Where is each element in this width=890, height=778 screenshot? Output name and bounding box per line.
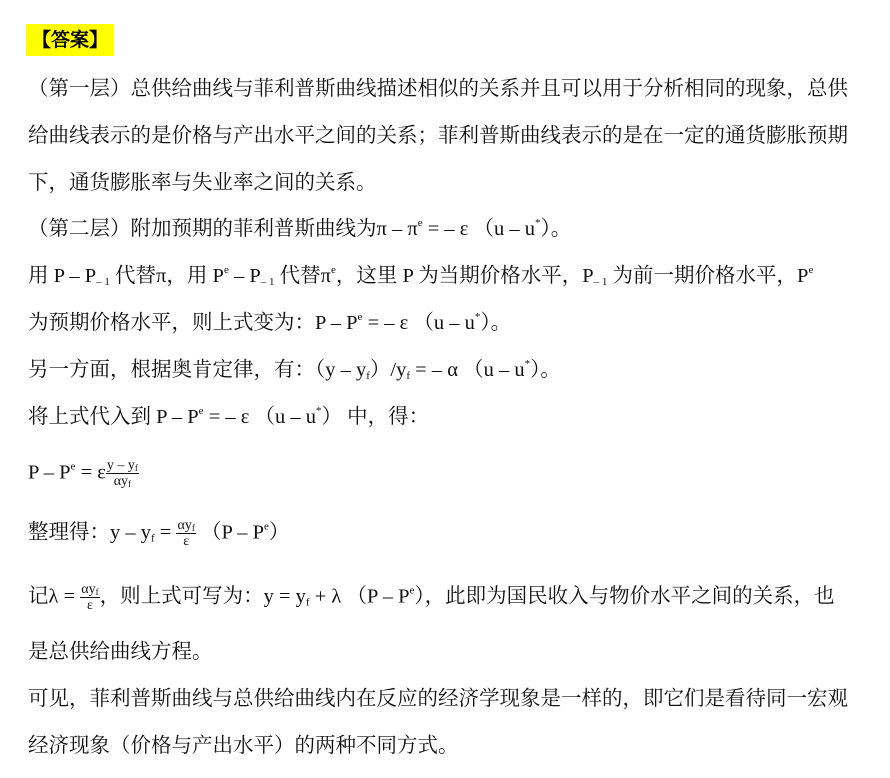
paragraph-line-1: （第一层）总供给曲线与菲利普斯曲线描述相似的关系并且可以用于分析相同的现象，总供 (28, 76, 848, 100)
fraction-3: $\frac{\alpha y_f}{\varepsilon}$ (81, 582, 99, 613)
substitution-line: 用 P – $P_{- 1}$ 代替π，用 $P^e - P_{- 1}$ 代替$\pi^e$，这里 P 为当期价格水平，$P_{- 1}$ 为前一期价格水平，$P^e$ (28, 264, 814, 288)
equation-2: 整理得：y – $y_f$ = $\frac{\alpha y_f}{\varepsilon}$ $(P - P^e)$ (28, 518, 290, 549)
paragraph-line-2: 给曲线表示的是价格与产出水平之间的关系；菲利普斯曲线表示的是在一定的通货膨胀预期 (28, 123, 848, 147)
expectations-phillips-curve-line: （第二层）附加预期的菲利普斯曲线为π – $\pi^e$ = – ε （u – u*）。 (28, 217, 572, 240)
fraction-1: $\frac{y - y_f}{\alpha y_f}$ (106, 458, 138, 489)
fraction-2: $\frac{\alpha y_f}{\varepsilon}$ (177, 518, 195, 549)
lambda-definition-line: 记λ = $\frac{\alpha y_f}{\varepsilon}$ ，则上式可写为：$y = y_f + \lambda$ $(P - P^e)$，此即为国民收入与物价水平之间的关系，也 (28, 582, 835, 613)
answer-badge: 【答案】 (26, 24, 114, 56)
substitute-line: 将上式代入到 P – $P^e$ = – ε （u – u*） 中，得： (28, 405, 430, 428)
paragraph-line-11: 可见，菲利普斯曲线与总供给曲线内在反应的经济学现象是一样的，即它们是看待同一宏观 (28, 686, 848, 710)
paragraph-line-12: 经济现象（价格与产出水平）的两种不同方式。 (28, 733, 459, 757)
equation-1: $P - P^e = \varepsilon$ $\frac{y - y_f}{\alpha y_f}$ (28, 458, 138, 489)
paragraph-line-10: 是总供给曲线方程。 (28, 639, 213, 663)
paragraph-line-3: 下，通货膨胀率与失业率之间的关系。 (28, 170, 377, 194)
okun-law-line: 另一方面，根据奥肯定律，有：$(y - y_f)/y_f$ = – α （u – u*）。 (28, 358, 561, 382)
expected-price-line: 为预期价格水平，则上式变为：P – $P^e$ = – ε （u – u*）。 (28, 311, 512, 334)
